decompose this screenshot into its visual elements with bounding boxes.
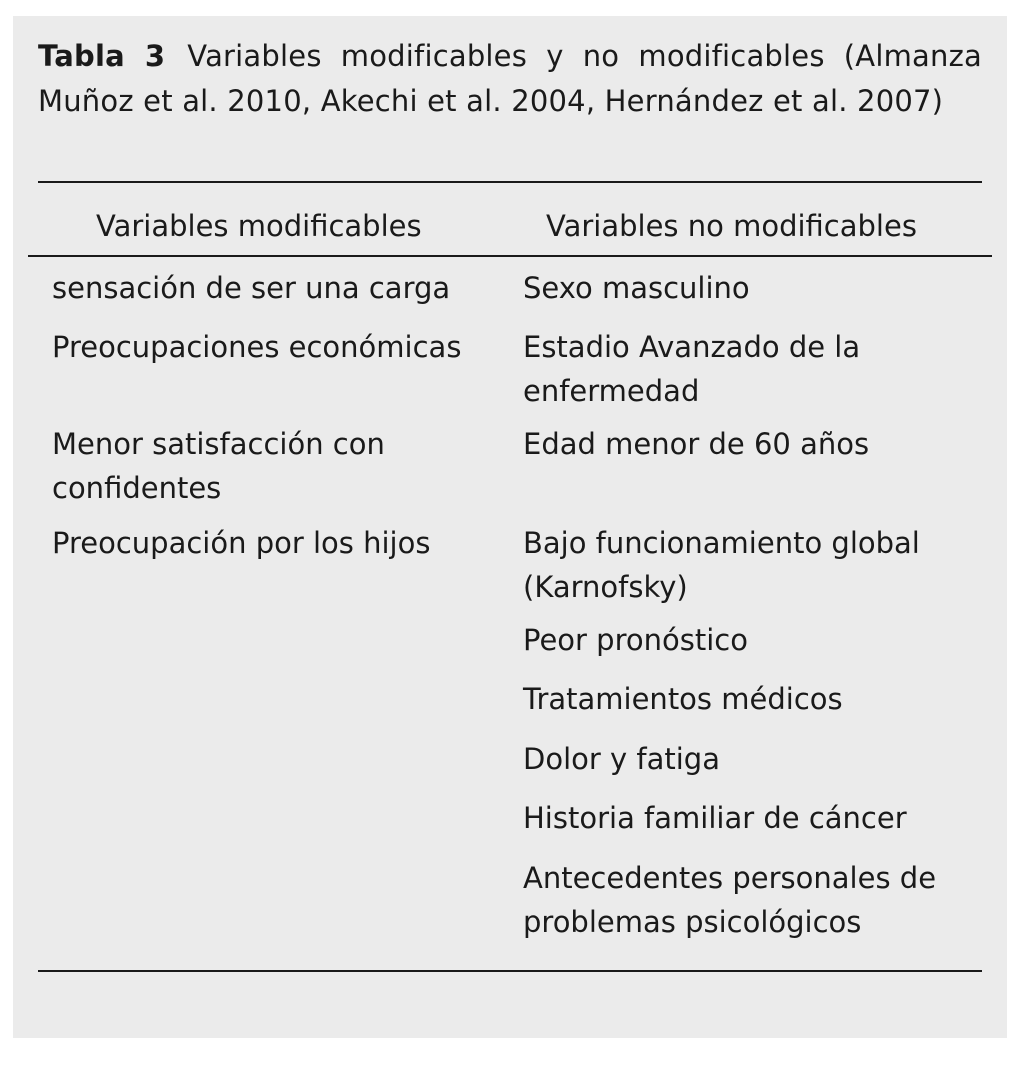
non-modifiable-item: Sexo masculino — [523, 271, 750, 305]
modifiable-item: sensación de ser una carga — [52, 271, 451, 305]
non-modifiable-item: Edad menor de 60 años — [523, 427, 870, 461]
non-modifiable-item: Historia familiar de cáncer — [523, 801, 907, 835]
header-modifiable: Variables modificables — [96, 209, 422, 243]
non-modifiable-item: Estadio Avanzado de la enfermedad — [523, 330, 861, 408]
non-modifiable-item: Tratamientos médicos — [523, 682, 843, 716]
header-non-modifiable: Variables no modificables — [546, 209, 917, 243]
non-modifiable-item: Dolor y fatiga — [523, 742, 720, 776]
table-caption — [38, 34, 982, 124]
non-modifiable-item: Antecedentes personales de problemas psicológicos — [523, 861, 937, 939]
bottom-rule — [38, 970, 982, 972]
modifiable-item: Preocupaciones económicas — [52, 330, 462, 364]
modifiable-item: Menor satisfacción con confidentes — [52, 427, 385, 505]
non-modifiable-item: Bajo funcionamiento global (Karnofsky) — [523, 526, 920, 604]
modifiable-item: Preocupación por los hijos — [52, 526, 431, 560]
caption-label: Tabla 3 — [38, 39, 166, 73]
top-rule — [38, 181, 982, 183]
caption-text: Variables modificables y no modificables (Almanza Muñoz et al. 2010, Akechi et al. 2004, Hernández et al. 2007) — [38, 39, 982, 118]
non-modifiable-item: Peor pronóstico — [523, 623, 748, 657]
header-rule — [28, 255, 992, 257]
